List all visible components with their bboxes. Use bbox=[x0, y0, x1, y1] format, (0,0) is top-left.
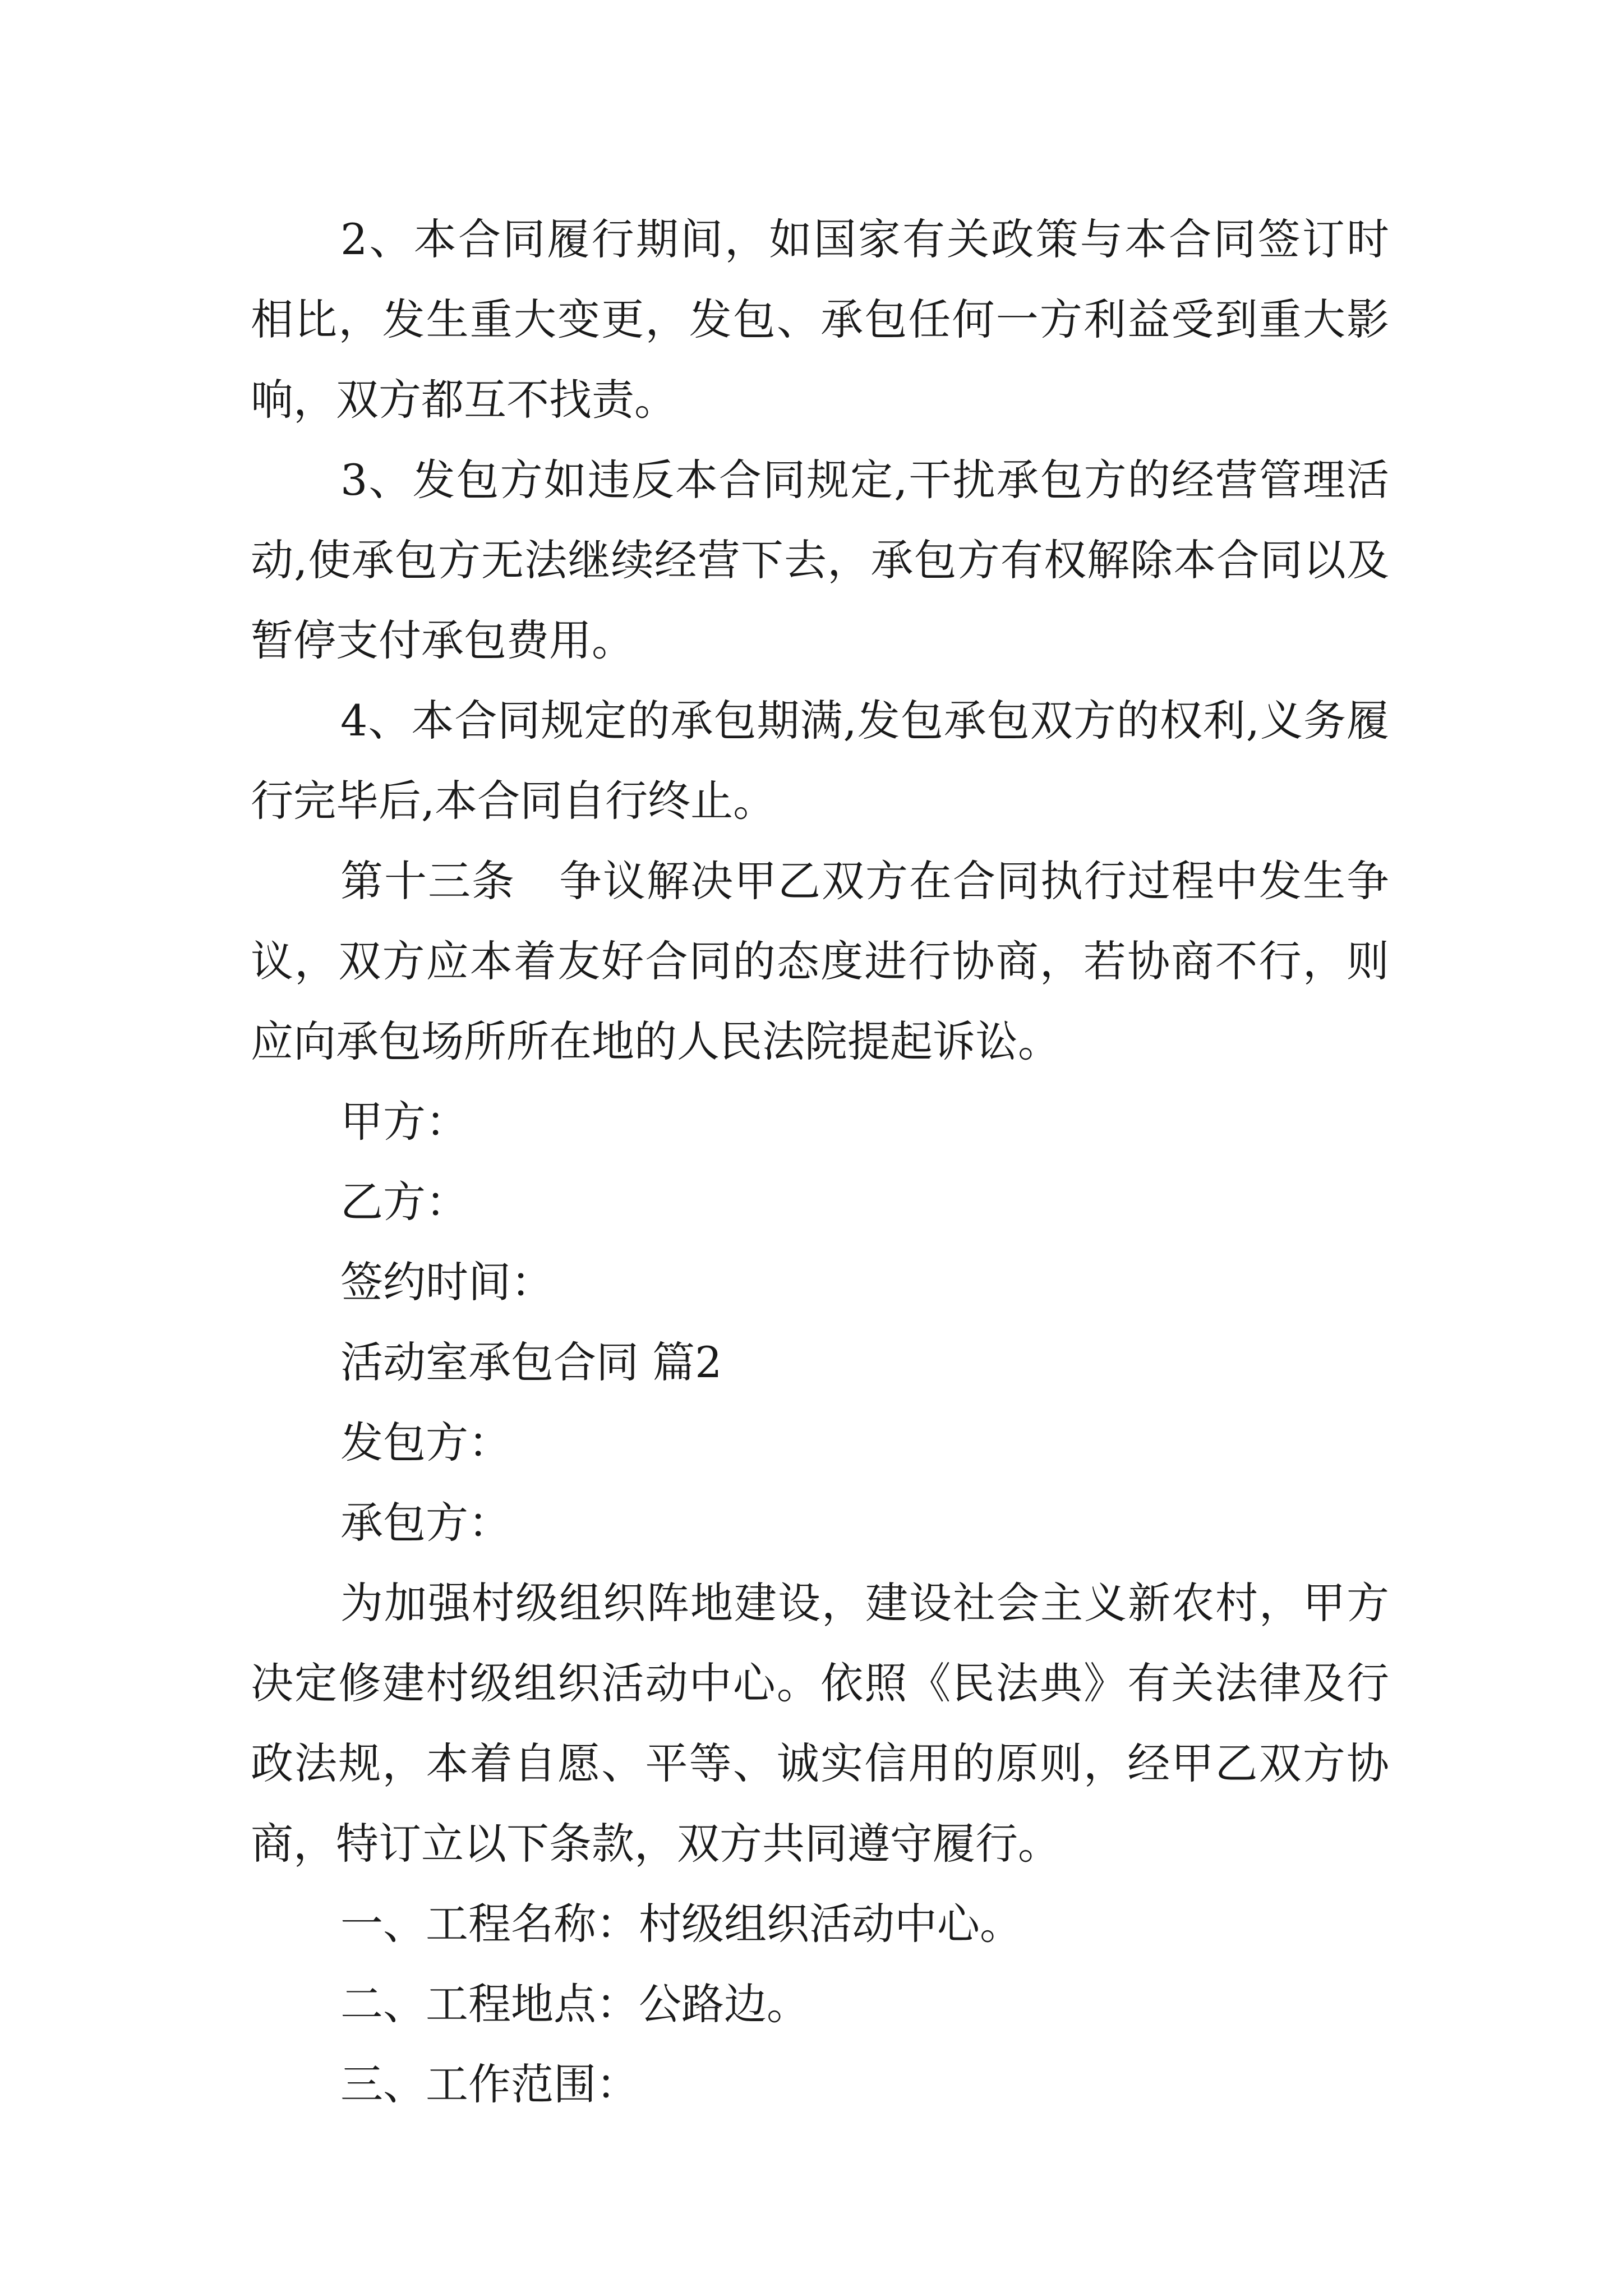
article-13-paragraph: 第十三条 争议解决甲乙双方在合同执行过程中发生争议，双方应本着友好合同的态度进行协商，若协商不行，则应向承包场所所在地的人民法院提起诉讼。 bbox=[251, 856, 1389, 1066]
document-body bbox=[251, 199, 1389, 2124]
sign-date-label: 签约时间： bbox=[340, 1257, 554, 1307]
clause-4-paragraph: 4、本合同规定的承包期满,发包承包双方的权利,义务履行完毕后,本合同自行终止。 bbox=[251, 696, 1389, 826]
clause-3-paragraph: 3、发包方如违反本合同规定,干扰承包方的经营管理活动,使承包方无法继续经营下去，承包方有权解除本合同以及暂停支付承包费用。 bbox=[251, 455, 1389, 665]
clause-2-paragraph: 2、本合同履行期间，如国家有关政策与本合同签订时相比，发生重大变更，发包、承包任何一方利益受到重大影响，双方都互不找责。 bbox=[251, 214, 1389, 425]
project-name-item: 一、工程名称：村级组织活动中心。 bbox=[340, 1899, 1022, 1949]
contractor-label: 承包方： bbox=[340, 1498, 511, 1548]
party-a-label: 甲方： bbox=[340, 1097, 468, 1147]
work-scope-item: 三、工作范围： bbox=[340, 2059, 639, 2109]
project-location-item: 二、工程地点：公路边。 bbox=[340, 1979, 809, 2029]
party-b-label: 乙方： bbox=[340, 1177, 468, 1227]
section-title: 活动室承包合同 篇2 bbox=[340, 1337, 722, 1387]
issuer-label: 发包方： bbox=[340, 1418, 511, 1467]
preamble-paragraph: 为加强村级组织阵地建设，建设社会主义新农村，甲方决定修建村级组织活动中心。依照《民法典》有关法律及行政法规，本着自愿、平等、诚实信用的原则，经甲乙双方协商，特订立以下条款，双方共同遵守履行。 bbox=[251, 1578, 1389, 1869]
